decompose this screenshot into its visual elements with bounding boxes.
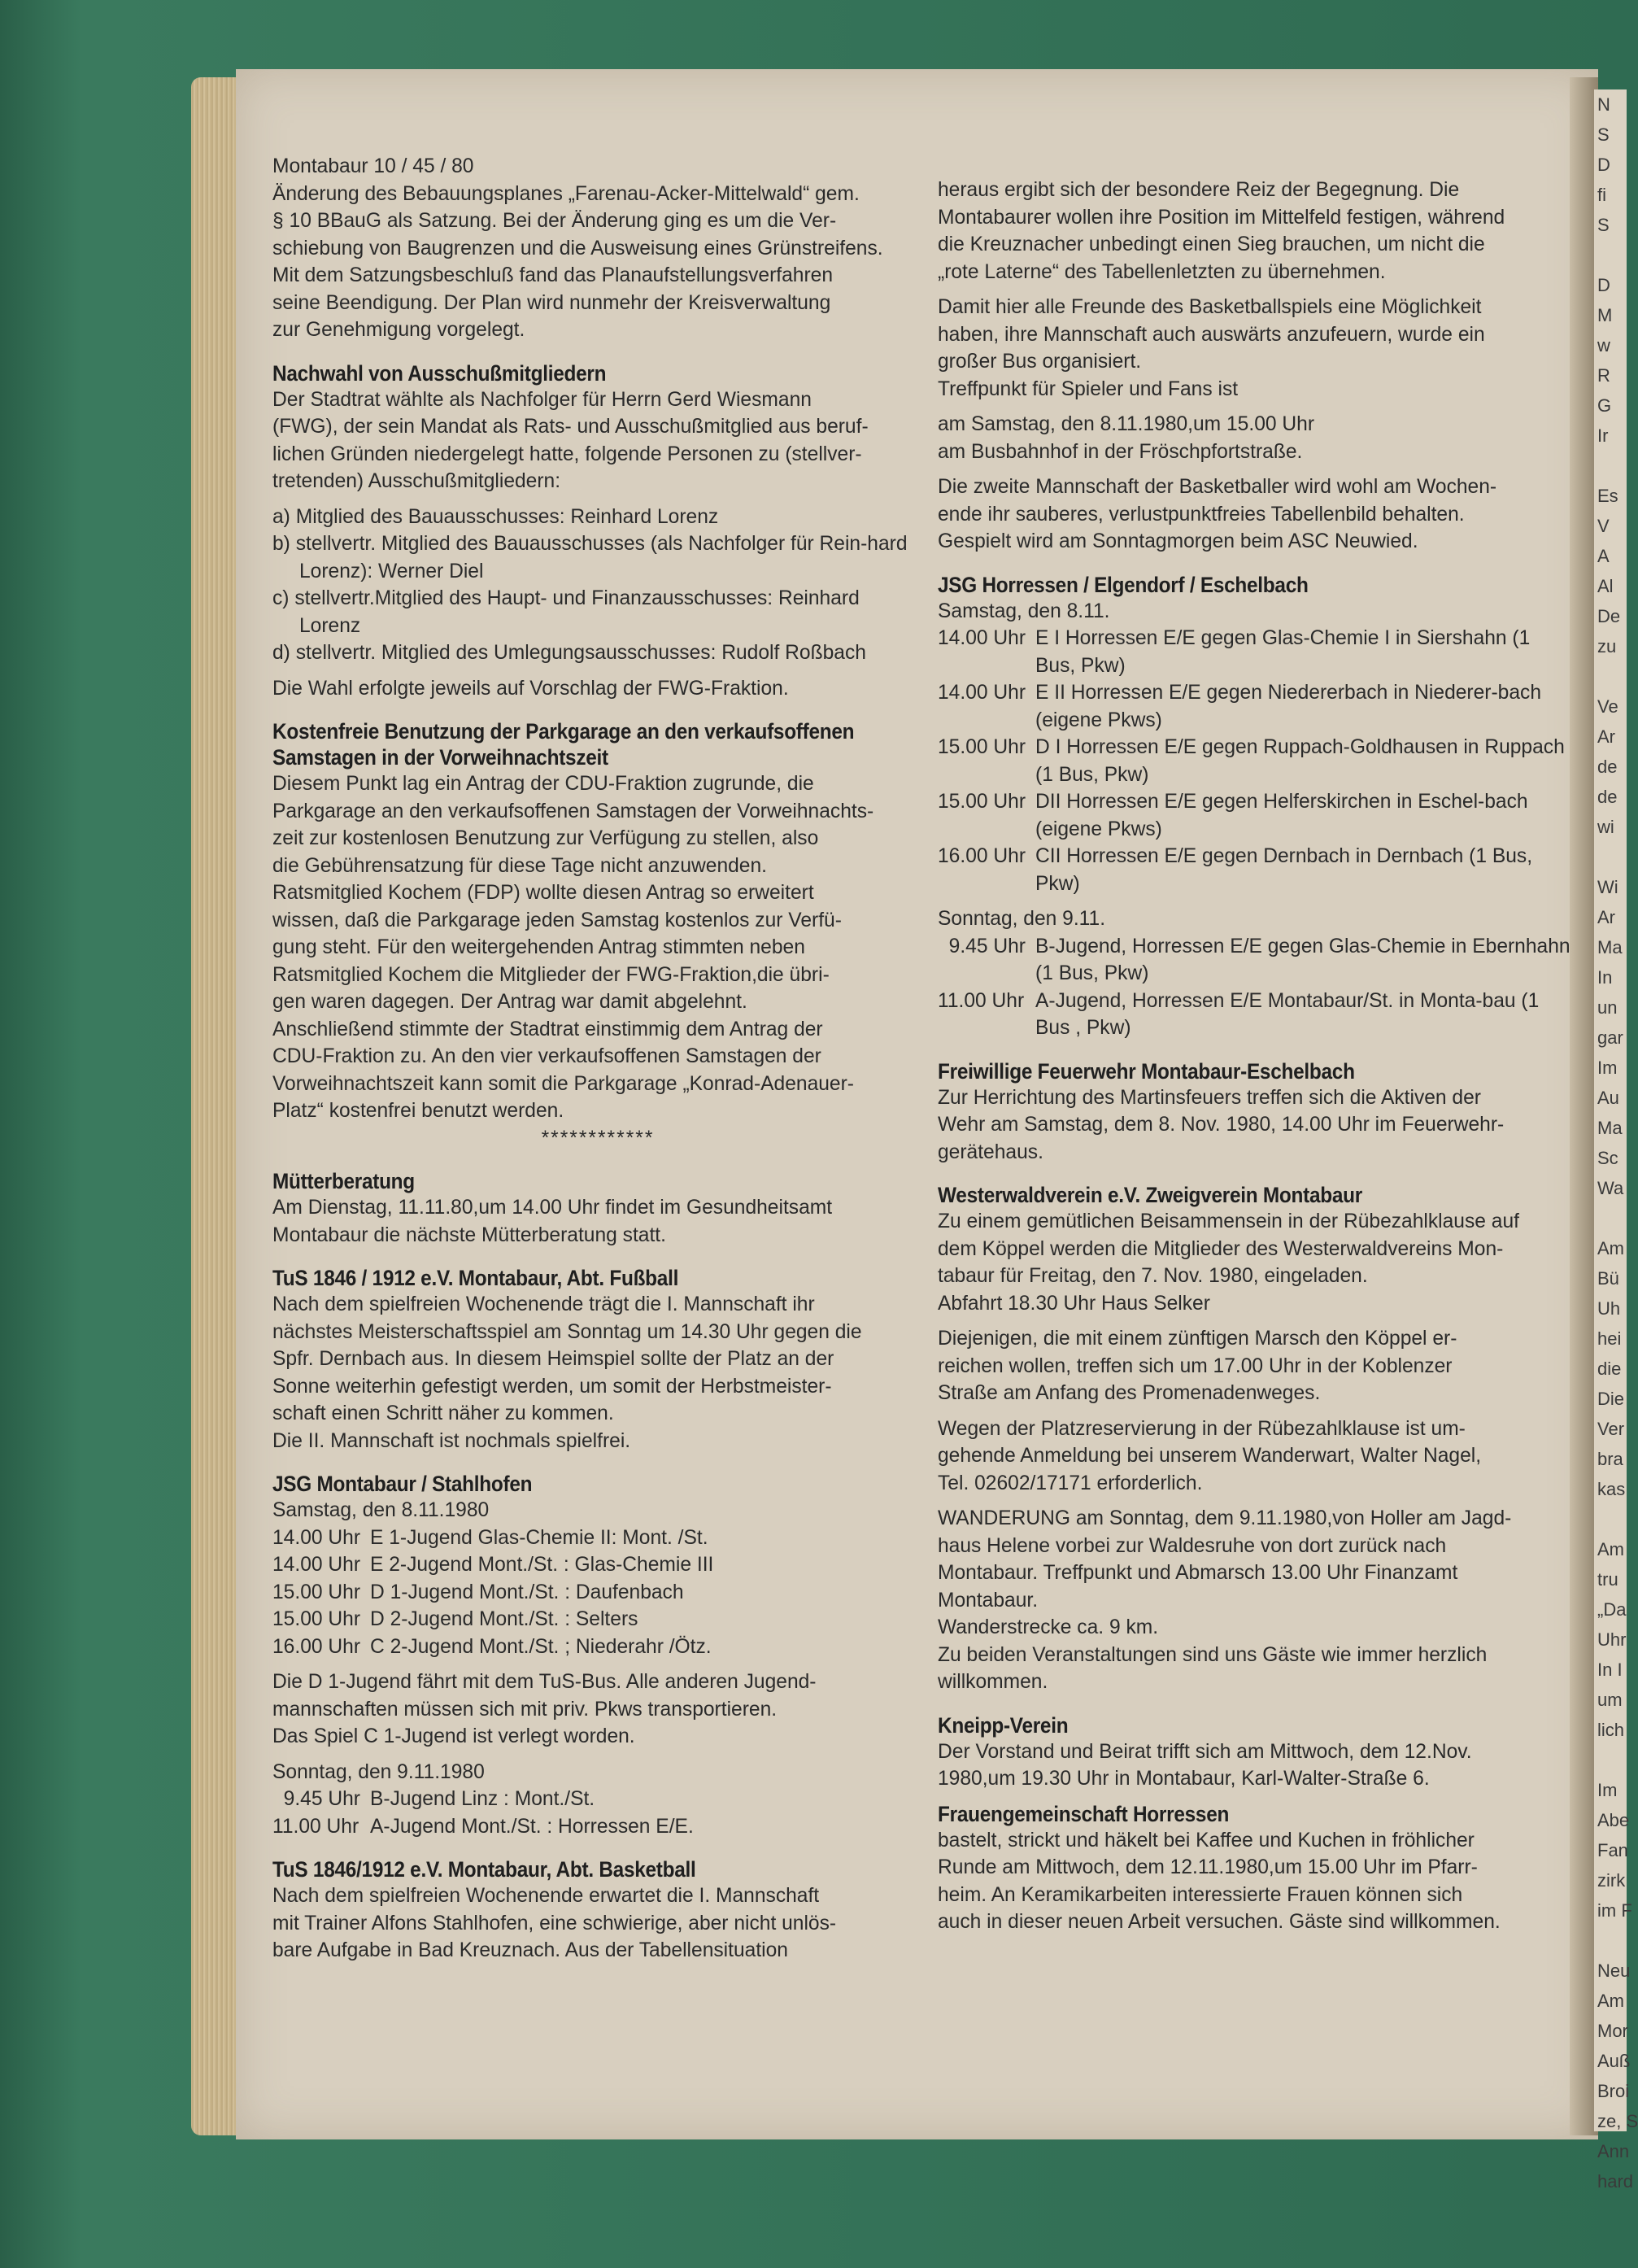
fragment-text: lich [1597,1720,1625,1740]
fragment-text: Am [1597,1238,1624,1258]
schedule-row [272,1579,923,1607]
text-line: c) stellvertr.Mitglied des Haupt- und Finanzausschusses: Reinhard Lorenz [272,587,860,637]
fragment-text: wi [1597,817,1614,837]
text-line: Diejenigen, die mit einem zünftigen Marsch den Köppel er- [938,1328,1457,1350]
muetterberatung-text [272,1194,923,1249]
text-line: haus Helene vorbei zur Waldesruhe von dort zurück nach [938,1534,1447,1557]
text-line: § 10 BBauG als Satzung. Bei der Änderung ging es um die Ver- [272,210,837,232]
text-line: nächstes Meisterschaftsspiel am Sonntag um 14.30 Uhr gegen die [272,1320,862,1343]
text-line: seine Beendigung. Der Plan wird nunmehr der Kreisverwaltung [272,291,831,314]
text-line: Damit hier alle Freunde des Basketballspiels eine Möglichkeit [938,296,1482,318]
text-line: Diesem Punkt lag ein Antrag der CDU-Fraktion zugrunde, die [272,773,814,795]
heading-parkgarage-1: Kostenfreie Benutzung der Parkgarage an den verkaufsoffenen [272,719,855,744]
page-header: Montabaur 10 / 45 / 80 [272,155,474,177]
basketball-text [272,1882,923,1965]
fragment-text: D [1597,275,1610,295]
fragment-text: Ma [1597,1118,1623,1138]
fragment-text: In [1597,967,1613,988]
westerwaldverein-wanderung [938,1505,1572,1696]
text-line: Zu beiden Veranstaltungen sind uns Gäste wie immer herzlich [938,1643,1488,1666]
text-line: Nach dem spielfreien Wochenende trägt die I. Mannschaft ihr [272,1293,815,1315]
schedule-description: D I Horressen E/E gegen Ruppach-Goldhausen in Ruppach (1 Bus, Pkw) [1035,736,1565,786]
fragment-text: S [1597,215,1610,235]
fragment-text: Abe [1597,1810,1630,1830]
text-line: schiebung von Baugrenzen und die Ausweisung eines Grünstreifens. [272,237,883,260]
text-line: CDU-Fraktion zu. An den vier verkaufsoffenen Samstagen der [272,1045,821,1067]
text-line: mannschaften müssen sich mit priv. Pkws transportieren. [272,1698,778,1721]
fragment-text [1594,240,1627,270]
feuerwehr-text [938,1084,1572,1167]
text-line: Das Spiel C 1-Jugend ist verlegt worden. [272,1725,635,1747]
schedule-description: A-Jugend Mont./St. : Horressen E/E. [370,1815,694,1838]
schedule-description: B-Jugend Linz : Mont./St. [370,1788,595,1810]
fragment-text: Ve [1597,696,1618,717]
separator-stars: ************ [541,1127,655,1149]
fragment-text [1594,451,1627,481]
heading-frauengemeinschaft: Frauengemeinschaft Horressen [938,1801,1230,1826]
fragment-text: Fan [1597,1840,1628,1860]
text-line: (FWG), der sein Mandat als Rats- und Ausschußmitglied aus beruf- [272,416,869,438]
fragment-text: Im [1597,1780,1618,1800]
text-line: Mit dem Satzungsbeschluß fand das Planaufstellungsverfahren [272,264,834,286]
jsg-horressen-schedule-1 [938,625,1572,897]
text-line: Spfr. Dernbach aus. In diesem Heimspiel sollte der Platz an der [272,1348,834,1370]
fragment-text [1594,1203,1627,1233]
schedule-description: E II Horressen E/E gegen Niedererbach in Niederer-bach (eigene Pkws) [1035,682,1542,731]
heading-jsg-horressen: JSG Horressen / Elgendorf / Eschelbach [938,572,1309,597]
schedule-time: 14.00 Uhr [938,627,1026,649]
nachwahl-list [272,504,923,667]
schedule-time: 16.00 Uhr [272,1635,361,1658]
heading-westerwaldverein: Westerwaldverein e.V. Zweigverein Montabaur [938,1183,1362,1207]
text-line: Sonne weiterhin gefestigt werden, um somit der Herbstmeister- [272,1375,832,1398]
jsg-montabaur-schedule-1 [272,1524,923,1661]
text-line: Gespielt wird am Sonntagmorgen beim ASC Neuwied. [938,530,1418,552]
fragment-text: G [1597,395,1612,416]
basketball-bus [938,294,1572,403]
text-line: gen waren dagegen. Der Antrag war damit abgelehnt. [272,991,747,1013]
schedule-row [938,788,1572,843]
fragment-text: Am [1597,1539,1624,1559]
text-line: Montabaur die nächste Mütterberatung statt. [272,1223,666,1246]
text-line: Montabaur. [938,1589,1039,1612]
schedule-time: 9.45 Uhr [938,935,1026,957]
fragment-text: Au [1597,1088,1619,1108]
schedule-row [272,1524,923,1552]
fragment-text: Am [1597,1991,1624,2011]
text-line: mit Trainer Alfons Stahlhofen, eine schwierige, aber nicht unlös- [272,1912,837,1934]
schedule-row [272,1633,923,1661]
fragment-text: Wa [1597,1178,1624,1198]
fragment-text: die [1597,1359,1622,1379]
schedule-row [938,679,1572,734]
text-line: Wegen der Platzreservierung in der Rübezahlklause ist um- [938,1417,1466,1440]
jsg-horressen-schedule-2 [938,933,1572,1042]
fragment-text: D [1597,155,1610,175]
text-line: Änderung des Bebauungsplanes „Farenau-Acker-Mittelwald“ gem. [272,182,860,205]
text-line: großer Bus organisiert. [938,351,1142,373]
schedule-row [272,1606,923,1633]
text-line: gerätehaus. [938,1141,1043,1163]
fragment-text: w [1597,335,1610,355]
text-line: heim. An Keramikarbeiten interessierte Frauen können sich [938,1883,1463,1906]
text-line: willkommen. [938,1671,1048,1693]
schedule-row [938,933,1572,988]
schedule-time: 15.00 Uhr [272,1581,361,1603]
schedule-time: 15.00 Uhr [272,1608,361,1630]
fragment-text: De [1597,606,1621,626]
text-line: ende ihr sauberes, verlustpunktfreies Tabellenbild behalten. [938,503,1465,526]
text-line: lichen Gründen niedergelegt hatte, folgende Personen zu (stellver- [272,443,862,465]
text-line: Die zweite Mannschaft der Basketballer wird wohl am Wochen- [938,476,1497,498]
fragment-text [1594,1926,1627,1956]
basketball-meeting [938,411,1572,465]
text-line: Die II. Mannschaft ist nochmals spielfrei. [272,1429,631,1452]
fragment-text: Uh [1597,1298,1621,1319]
fragment-text: In I [1597,1660,1623,1680]
text-line: wissen, daß die Parkgarage jeden Samstag kostenlos zur Verfü- [272,909,842,931]
fragment-text: Neu [1597,1961,1631,1981]
jsg-montabaur-note [272,1668,923,1751]
kneipp-text [938,1738,1572,1793]
text-line: Parkgarage an den verkaufsoffenen Samstagen der Vorweihnachts- [272,800,874,822]
text-line: Vorweihnachtszeit kann somit die Parkgarage „Konrad-Adenauer- [272,1072,854,1095]
schedule-description: DII Horressen E/E gegen Helferskirchen in Eschel-bach (eigene Pkws) [1035,791,1528,840]
basketball-second-team [938,473,1572,556]
fragment-text: bra [1597,1449,1623,1469]
text-line: Abfahrt 18.30 Uhr Haus Selker [938,1292,1210,1315]
text-line: gung steht. Für den weitergehenden Antrag stimmten neben [272,936,805,958]
text-line: dem Köppel werden die Mitglieder des Westerwaldvereins Mon- [938,1237,1504,1260]
schedule-time: 14.00 Uhr [272,1554,361,1576]
text-line: 1980,um 19.30 Uhr in Montabaur, Karl-Walter-Straße 6. [938,1768,1430,1790]
text-line: Ratsmitglied Kochem (FDP) wollte diesen Antrag so erweitert [272,882,814,904]
fragment-text: zu [1597,636,1617,656]
westerwaldverein-marsch [938,1325,1572,1407]
adjacent-page-fragment [1594,89,1638,2192]
schedule-time: 14.00 Uhr [938,682,1026,704]
text-line: zur Genehmigung vorgelegt. [272,319,525,341]
text-line: d) stellvertr. Mitglied des Umlegungsausschusses: Rudolf Roßbach [272,642,866,664]
heading-nachwahl: Nachwahl von Ausschußmitgliedern [272,360,607,386]
fragment-text: im F [1597,1900,1632,1921]
schedule-time: 11.00 Uhr [272,1815,359,1838]
fragment-text: Wi [1597,877,1618,897]
fragment-text: Auß [1597,2051,1631,2071]
text-line: Am Dienstag, 11.11.80,um 14.00 Uhr findet im Gesundheitsamt [272,1197,833,1219]
text-line: Runde am Mittwoch, dem 12.11.1980,um 15.00 Uhr im Pfarr- [938,1856,1478,1878]
text-line: Platz“ kostenfrei benutzt werden. [272,1100,564,1122]
heading-jsg-montabaur: JSG Montabaur / Stahlhofen [272,1472,533,1496]
text-line: tabaur für Freitag, den 7. Nov. 1980, eingeladen. [938,1265,1368,1287]
schedule-description: E I Horressen E/E gegen Glas-Chemie I in Siershahn (1 Bus, Pkw) [1035,627,1531,677]
fragment-text: Ma [1597,937,1623,957]
fragment-text: Broi [1597,2081,1630,2101]
text-line: „rote Laterne“ des Tabellenletzten zu übernehmen. [938,260,1386,283]
schedule-description: D 2-Jugend Mont./St. : Selters [370,1608,638,1630]
schedule-description: E 1-Jugend Glas-Chemie II: Mont. /St. [370,1526,708,1549]
text-line: Der Vorstand und Beirat trifft sich am Mittwoch, dem 12.Nov. [938,1740,1472,1763]
schedule-time: 16.00 Uhr [938,845,1026,867]
jsg-horressen-date-1: Samstag, den 8.11. [938,600,1110,622]
westerwaldverein-anmeldung [938,1415,1572,1498]
schedule-row [938,988,1572,1042]
fragment-text: de [1597,787,1618,807]
fragment-text: ze, S [1597,2111,1638,2131]
text-line: bare Aufgabe in Bad Kreuznach. Aus der Tabellensituation [272,1939,788,1961]
heading-parkgarage-2: Samstagen in der Vorweihnachtszeit [272,745,608,770]
fragment-text: de [1597,757,1618,777]
right-column [938,177,1572,1936]
schedule-time: 9.45 Uhr [272,1788,360,1810]
jsg-montabaur-schedule-2 [272,1786,923,1840]
basketball-continued [938,177,1572,286]
schedule-row [272,1786,923,1813]
schedule-row [938,843,1572,897]
fragment-text: fi [1597,185,1606,205]
heading-basketball: TuS 1846/1912 e.V. Montabaur, Abt. Basketball [272,1857,696,1882]
text-line: Straße am Anfang des Promenadenweges. [938,1382,1321,1404]
fragment-text: um [1597,1690,1623,1710]
schedule-description: B-Jugend, Horressen E/E gegen Glas-Chemie in Ebernhahn (1 Bus, Pkw) [1035,935,1570,984]
fragment-text [1594,842,1627,872]
text-line: auch in dieser neuen Arbeit versuchen. Gäste sind willkommen. [938,1911,1501,1933]
text-line: Montabaur. Treffpunkt und Abmarsch 13.00 Uhr Finanzamt [938,1562,1458,1584]
text-line: Zur Herrichtung des Martinsfeuers treffen sich die Aktiven der [938,1086,1481,1109]
text-line: schaft einen Schritt näher zu kommen. [272,1402,614,1424]
fragment-text: A [1597,546,1610,566]
text-line: Anschließend stimmte der Stadtrat einstimmig dem Antrag der [272,1018,823,1040]
intro-paragraph [272,181,923,344]
text-line: Die D 1-Jugend fährt mit dem TuS-Bus. Alle anderen Jugend- [272,1671,817,1693]
schedule-description: A-Jugend, Horressen E/E Montabaur/St. in Monta-bau (1 Bus , Pkw) [1035,989,1540,1039]
fragment-text: Ar [1597,726,1615,747]
fragment-text: Ir [1597,425,1609,446]
jsg-montabaur-date-2: Sonntag, den 9.11.1980 [272,1760,485,1783]
fragment-text: Ann [1597,2141,1630,2161]
text-line: die Kreuznacher unbedingt einen Sieg brauchen, um nicht die [938,233,1485,255]
text-line: haben, ihre Mannschaft auch auswärts anzufeuern, wurde ein [938,323,1485,346]
schedule-row [938,734,1572,788]
fragment-text: „Da [1597,1599,1627,1620]
fragment-text [1594,1504,1627,1534]
westerwaldverein-text [938,1208,1572,1317]
fragment-text: Es [1597,486,1618,506]
text-line: Nach dem spielfreien Wochenende erwartet die I. Mannschaft [272,1885,820,1907]
heading-muetterberatung: Mütterberatung [272,1169,415,1193]
fragment-text: Im [1597,1058,1618,1078]
text-line: Der Stadtrat wählte als Nachfolger für Herrn Gerd Wiesmann [272,388,812,411]
fragment-text [1594,661,1627,691]
text-line: Zu einem gemütlichen Beisammensein in der Rübezahlklause auf [938,1210,1519,1232]
fragment-text: hard [1597,2171,1634,2192]
fragment-text: M [1597,305,1613,325]
parkgarage-text [272,770,923,1125]
schedule-time: 15.00 Uhr [938,791,1026,813]
fragment-text: Mor [1597,2021,1628,2041]
fragment-text: gar [1597,1027,1623,1048]
fragment-text: S [1597,124,1610,145]
heading-feuerwehr: Freiwillige Feuerwehr Montabaur-Eschelbach [938,1058,1355,1084]
text-line: am Busbahnhof in der Fröschpfortstraße. [938,440,1303,463]
fragment-text: N [1597,94,1610,115]
fragment-text: Ver [1597,1419,1625,1439]
schedule-row [272,1551,923,1579]
nachwahl-end: Die Wahl erfolgte jeweils auf Vorschlag der FWG-Fraktion. [272,677,789,700]
fragment-text: Al [1597,576,1614,596]
fragment-text: R [1597,365,1610,386]
fragment-text: tru [1597,1569,1618,1590]
schedule-time: 11.00 Uhr [938,989,1025,1012]
text-line: heraus ergibt sich der besondere Reiz der Begegnung. Die [938,179,1460,201]
text-line: WANDERUNG am Sonntag, dem 9.11.1980,von Holler am Jagd- [938,1507,1512,1529]
text-line: Treffpunkt für Spieler und Fans ist [938,377,1239,400]
left-column [272,153,923,1965]
schedule-description: D 1-Jugend Mont./St. : Daufenbach [370,1581,684,1603]
frauengemeinschaft-text [938,1827,1572,1936]
text-line: Wehr am Samstag, dem 8. Nov. 1980, 14.00 Uhr im Feuerwehr- [938,1114,1505,1136]
text-line: die Gebührensatzung für diese Tage nicht anzuwenden. [272,854,767,877]
heading-fussball: TuS 1846 / 1912 e.V. Montabaur, Abt. Fußball [272,1266,679,1290]
fragment-text: Uhr [1597,1629,1627,1650]
text-line: gehende Anmeldung bei unserem Wanderwart, Walter Nagel, [938,1445,1482,1467]
fragment-text: un [1597,997,1618,1018]
text-line: zeit zur kostenlosen Benutzung zur Verfügung zu stellen, also [272,827,819,849]
fragment-text: Ar [1597,907,1615,927]
text-line: bastelt, strickt und häkelt bei Kaffee und Kuchen in fröhlicher [938,1829,1475,1851]
text-line: tretenden) Ausschußmitgliedern: [272,470,561,492]
fragment-text: Bü [1597,1268,1619,1289]
schedule-description: C 2-Jugend Mont./St. ; Niederahr /Ötz. [370,1635,712,1658]
heading-kneipp: Kneipp-Verein [938,1712,1069,1738]
fragment-text: Sc [1597,1148,1618,1168]
fragment-text: kas [1597,1479,1626,1499]
text-line: b) stellvertr. Mitglied des Bauausschusses (als Nachfolger für Rein-hard Lorenz): Werner Diel [272,533,908,582]
text-line: Montabaurer wollen ihre Position im Mittelfeld festigen, während [938,206,1505,229]
fragment-text: hei [1597,1328,1622,1349]
text-line: Ratsmitglied Kochem die Mitglieder der FWG-Fraktion,die übri- [272,963,830,986]
text-line: Wanderstrecke ca. 9 km. [938,1616,1159,1638]
text-line: reichen wollen, treffen sich um 17.00 Uhr in der Koblenzer [938,1354,1453,1377]
jsg-horressen-date-2: Sonntag, den 9.11. [938,908,1106,930]
text-line: am Samstag, den 8.11.1980,um 15.00 Uhr [938,413,1315,435]
text-line: a) Mitglied des Bauausschusses: Reinhard Lorenz [272,505,719,528]
nachwahl-text [272,386,923,495]
fussball-text [272,1291,923,1455]
fragment-text: Die [1597,1389,1625,1409]
schedule-description: E 2-Jugend Mont./St. : Glas-Chemie III [370,1554,714,1576]
jsg-montabaur-date-1: Samstag, den 8.11.1980 [272,1499,490,1521]
text-line: Tel. 02602/17171 erforderlich. [938,1472,1203,1494]
fragment-text: zirk [1597,1870,1626,1891]
schedule-time: 14.00 Uhr [272,1526,361,1549]
schedule-time: 15.00 Uhr [938,736,1026,758]
fragment-text: V [1597,516,1610,536]
schedule-description: CII Horressen E/E gegen Dernbach in Dernbach (1 Bus, Pkw) [1035,845,1533,895]
schedule-row [938,625,1572,679]
fragment-text [1594,1745,1627,1775]
schedule-row [272,1813,923,1841]
